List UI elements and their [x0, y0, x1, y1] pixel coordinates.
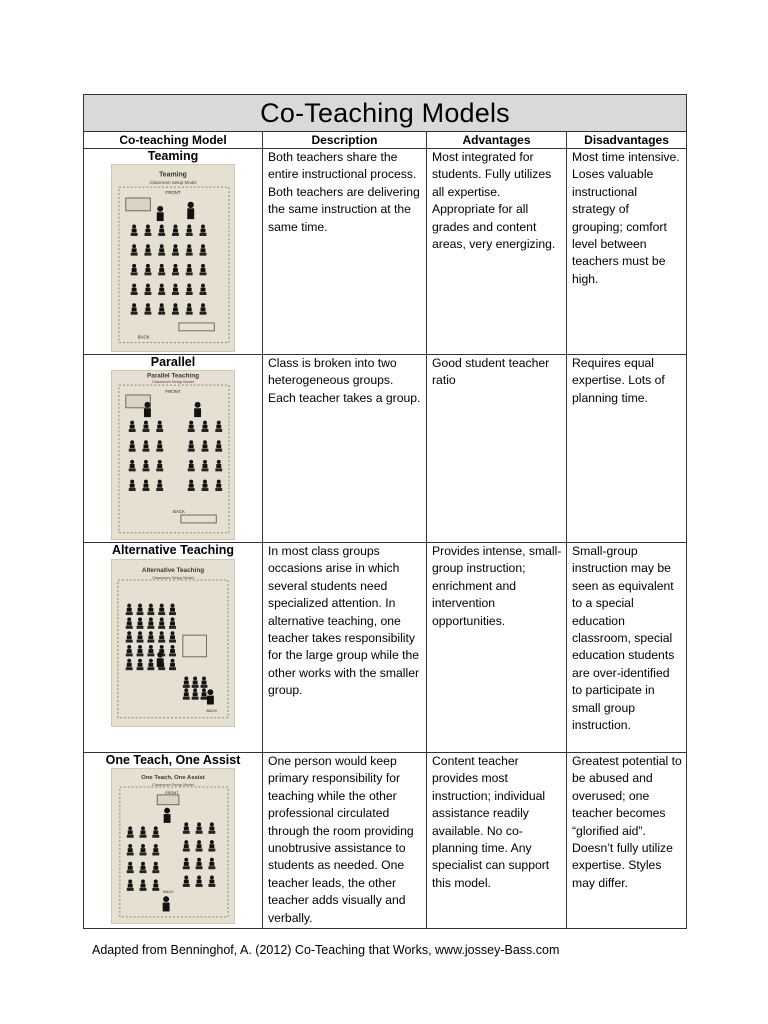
student-desk-icon — [140, 862, 147, 873]
student-desk-icon — [183, 688, 190, 699]
student-desk-icon — [169, 645, 176, 656]
student-desk-icon — [144, 303, 151, 314]
teacher-icon — [164, 808, 170, 814]
teacher-icon — [207, 689, 213, 695]
student-desk-icon — [172, 284, 179, 295]
student-desk-icon — [215, 460, 222, 471]
description-cell — [263, 149, 427, 355]
student-desk-icon — [202, 421, 209, 432]
student-desk-icon — [188, 460, 195, 471]
table-row — [84, 149, 687, 355]
student-desk-icon — [172, 225, 179, 236]
student-desk-icon — [196, 876, 203, 887]
student-desk-icon — [147, 617, 154, 628]
description-cell — [263, 355, 427, 543]
disadvantages-text: Greatest potential to be abused and overused; one teacher becomes “glorified aid”. Doesn’t fully utilize expertise. Styles may differ. — [572, 754, 682, 890]
student-desk-icon — [172, 244, 179, 255]
photo-back-label: BACK — [206, 707, 218, 713]
student-desk-icon — [172, 264, 179, 275]
student-desk-icon — [129, 480, 136, 491]
header-row — [84, 132, 687, 149]
student-desk-icon — [131, 264, 138, 275]
student-desk-icon — [152, 879, 159, 890]
student-desk-icon — [183, 822, 190, 833]
advantages-cell — [427, 753, 567, 929]
student-desk-icon — [200, 244, 207, 255]
co-teaching-table — [83, 94, 687, 929]
student-desk-icon — [131, 284, 138, 295]
advantages-cell — [427, 543, 567, 753]
student-desk-icon — [208, 858, 215, 869]
photo-caption: Alternative Teaching — [141, 567, 205, 575]
student-desks-right — [188, 421, 222, 491]
student-desks-right — [183, 822, 215, 887]
student-desk-icon — [169, 631, 176, 642]
student-desk-icon — [137, 631, 144, 642]
student-desk-icon — [215, 480, 222, 491]
advantages-text: Provides intense, small-group instruction; enrichment and intervention opportunities. — [432, 544, 562, 628]
student-desk-icon — [215, 440, 222, 451]
student-desk-icon — [188, 440, 195, 451]
student-desks-left — [129, 421, 163, 491]
student-desks-large-group — [126, 604, 176, 671]
student-desk-icon — [152, 862, 159, 873]
advantages-cell — [427, 149, 567, 355]
description-text: Both teachers share the entire instructional process. Both teachers are delivering the same instruction at the same time. — [268, 150, 420, 234]
classroom-photo — [111, 164, 235, 352]
student-desk-icon — [196, 858, 203, 869]
student-desk-icon — [172, 303, 179, 314]
student-desk-icon — [196, 840, 203, 851]
student-desk-icon — [131, 225, 138, 236]
student-desk-icon — [127, 862, 134, 873]
photo-caption: One Teach, One Assist — [141, 775, 205, 782]
description-text: In most class groups occasions arise in which several students need specialized attention. In alternative teaching, one teacher takes responsibility for the large group while the other works with the smaller group. — [268, 544, 420, 698]
student-desk-icon — [140, 844, 147, 855]
student-desk-icon — [129, 440, 136, 451]
photo-front-label: FRONT — [165, 389, 181, 395]
teacher-icon — [163, 896, 169, 902]
header-disadvantages: Disadvantages — [567, 132, 687, 149]
student-desk-icon — [215, 421, 222, 432]
description-cell — [263, 543, 427, 753]
disadvantages-cell — [567, 355, 687, 543]
student-desk-icon — [156, 421, 163, 432]
student-desk-icon — [144, 284, 151, 295]
student-desk-icon — [127, 844, 134, 855]
student-desk-icon — [186, 225, 193, 236]
student-desk-icon — [169, 659, 176, 670]
student-desk-icon — [183, 676, 190, 687]
student-desk-icon — [158, 604, 165, 615]
model-cell — [84, 753, 263, 929]
student-desk-icon — [169, 604, 176, 615]
student-desk-icon — [126, 617, 133, 628]
student-desk-icon — [137, 645, 144, 656]
student-desk-icon — [140, 879, 147, 890]
photo-subcaption: Classroom Setup Model — [152, 379, 194, 385]
advantages-text: Content teacher provides most instruction; individual assistance readily available. No co-planning time. Any specialist can support this model. — [432, 754, 550, 890]
student-desk-icon — [186, 284, 193, 295]
student-desk-icon — [196, 822, 203, 833]
student-desk-icon — [188, 480, 195, 491]
photo-caption: Parallel Teaching — [147, 372, 199, 380]
disadvantages-text: Requires equal expertise. Lots of planning time. — [572, 356, 665, 405]
classroom-photo — [111, 370, 235, 540]
model-name: Parallel — [150, 355, 196, 369]
description-text: Class is broken into two heterogeneous groups. Each teacher takes a group. — [268, 356, 421, 405]
student-desk-icon — [183, 876, 190, 887]
student-desk-icon — [127, 826, 134, 837]
student-desk-icon — [129, 460, 136, 471]
header-model: Co-teaching Model — [84, 132, 263, 149]
description-text: One person would keep primary responsibility for teaching while the other professional circulated through the room providing unobtrusive assistance to students as needed. One teacher leads, the other teacher adds visually and verbally. — [268, 754, 414, 925]
student-desk-icon — [200, 284, 207, 295]
header-advantages: Advantages — [427, 132, 567, 149]
student-desk-icon — [158, 264, 165, 275]
table-row — [84, 355, 687, 543]
student-desks-left — [127, 826, 159, 891]
advantages-cell — [427, 355, 567, 543]
student-desk-icon — [192, 676, 199, 687]
disadvantages-text: Small-group instruction may be seen as equivalent to a special education classroom, special education students are over-identified to participate in small group instruction. — [572, 544, 675, 733]
teacher-icon — [144, 402, 150, 408]
student-desk-icon — [127, 879, 134, 890]
student-desk-icon — [152, 826, 159, 837]
student-desks — [131, 225, 207, 315]
classroom-photo — [111, 768, 235, 924]
student-desks-small-group — [183, 676, 208, 699]
student-desk-icon — [147, 659, 154, 670]
photo-caption: Teaming — [159, 171, 187, 179]
student-desk-icon — [137, 617, 144, 628]
student-desk-icon — [158, 617, 165, 628]
student-desk-icon — [140, 826, 147, 837]
student-desk-icon — [137, 659, 144, 670]
advantages-text: Good student teacher ratio — [432, 356, 550, 388]
disadvantages-cell — [567, 543, 687, 753]
photo-back-label: BACK — [173, 509, 185, 515]
student-desk-icon — [144, 225, 151, 236]
student-desk-icon — [156, 460, 163, 471]
student-desk-icon — [186, 244, 193, 255]
classroom-photo — [111, 559, 235, 727]
student-desk-icon — [202, 440, 209, 451]
photo-front-label: FRONT — [165, 190, 181, 196]
student-desk-icon — [183, 858, 190, 869]
student-desk-icon — [158, 244, 165, 255]
student-desk-icon — [144, 244, 151, 255]
student-desk-icon — [169, 617, 176, 628]
student-desk-icon — [208, 822, 215, 833]
model-cell — [84, 355, 263, 543]
student-desk-icon — [208, 876, 215, 887]
teacher-icon — [195, 402, 201, 408]
teacher-icon — [157, 652, 163, 658]
student-desk-icon — [201, 676, 208, 687]
header-description: Description — [263, 132, 427, 149]
student-desk-icon — [126, 604, 133, 615]
student-desk-icon — [200, 264, 207, 275]
source-credit: Adapted from Benninghof, A. (2012) Co-Teaching that Works, www.jossey-Bass.com — [92, 943, 560, 957]
student-desk-icon — [131, 244, 138, 255]
student-desk-icon — [143, 440, 150, 451]
student-desk-icon — [147, 631, 154, 642]
student-desk-icon — [158, 631, 165, 642]
photo-back-label: BACK — [137, 334, 150, 340]
photo-subcaption: Classroom Setup Model — [149, 180, 197, 186]
student-desk-icon — [188, 421, 195, 432]
photo-back-label: BACK — [163, 889, 174, 895]
model-cell — [84, 149, 263, 355]
student-desk-icon — [143, 460, 150, 471]
teacher-icon — [188, 202, 194, 208]
table-title: Co-Teaching Models — [84, 95, 687, 132]
advantages-text: Most integrated for students. Fully utilizes all expertise. Appropriate for all grades and content areas, very energizing. — [432, 150, 556, 252]
student-desk-icon — [129, 421, 136, 432]
disadvantages-cell — [567, 149, 687, 355]
student-desk-icon — [147, 604, 154, 615]
teacher-icon — [157, 206, 163, 212]
photo-subcaption: Classroom Setup Model — [152, 781, 194, 787]
student-desk-icon — [152, 844, 159, 855]
table-row — [84, 753, 687, 929]
description-cell — [263, 753, 427, 929]
student-desk-icon — [186, 303, 193, 314]
student-desk-icon — [186, 264, 193, 275]
disadvantages-cell — [567, 753, 687, 929]
student-desk-icon — [200, 225, 207, 236]
student-desk-icon — [156, 440, 163, 451]
student-desk-icon — [137, 604, 144, 615]
student-desk-icon — [192, 688, 199, 699]
model-cell — [84, 543, 263, 753]
student-desk-icon — [143, 480, 150, 491]
table-row — [84, 543, 687, 753]
student-desk-icon — [208, 840, 215, 851]
student-desk-icon — [126, 645, 133, 656]
student-desk-icon — [158, 303, 165, 314]
student-desk-icon — [202, 480, 209, 491]
photo-subcaption: Classroom Setup Model — [152, 575, 194, 581]
model-name: Teaming — [147, 149, 199, 163]
student-desk-icon — [201, 688, 208, 699]
student-desk-icon — [131, 303, 138, 314]
disadvantages-text: Most time intensive. Loses valuable instructional strategy of grouping; comfort level between teachers must be high. — [572, 150, 680, 286]
student-desk-icon — [143, 421, 150, 432]
photo-front-label: FRONT — [165, 789, 179, 795]
student-desk-icon — [156, 480, 163, 491]
student-desk-icon — [200, 303, 207, 314]
model-name: Alternative Teaching — [111, 543, 235, 557]
student-desk-icon — [147, 645, 154, 656]
student-desk-icon — [183, 840, 190, 851]
model-name: One Teach, One Assist — [105, 753, 241, 767]
student-desk-icon — [126, 659, 133, 670]
student-desk-icon — [158, 225, 165, 236]
student-desk-icon — [144, 264, 151, 275]
student-desk-icon — [158, 284, 165, 295]
student-desk-icon — [202, 460, 209, 471]
student-desk-icon — [126, 631, 133, 642]
